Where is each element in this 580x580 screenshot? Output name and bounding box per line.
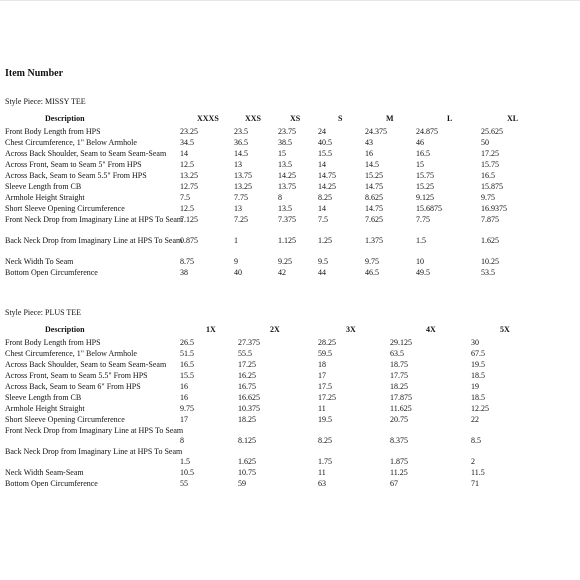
measurement-label: Across Back, Seam to Seam 6" From HPS xyxy=(5,382,141,391)
measurement-value: 16.5 xyxy=(481,171,495,180)
measurement-value: 44 xyxy=(318,268,326,277)
measurement-value: 50 xyxy=(481,138,489,147)
measurement-value: 7.375 xyxy=(278,215,296,224)
measurement-value: 18.5 xyxy=(471,393,485,402)
measurement-label: Across Front, Seam to Seam 5.5" From HPS xyxy=(5,371,148,380)
measurement-value: 55 xyxy=(180,479,188,488)
measurement-value: 23.5 xyxy=(234,127,248,136)
measurement-value: 36.5 xyxy=(234,138,248,147)
measurement-value: 15.25 xyxy=(416,182,434,191)
measurement-value: 14.75 xyxy=(318,171,336,180)
measurement-value: 7.75 xyxy=(416,215,430,224)
measurement-value: 1.75 xyxy=(318,457,332,466)
measurement-label: Neck Width Seam-Seam xyxy=(5,468,84,477)
measurement-value: 14 xyxy=(318,160,326,169)
measurement-value: 15 xyxy=(416,160,424,169)
measurement-value: 11 xyxy=(318,468,326,477)
measurement-value: 1.625 xyxy=(481,236,499,245)
measurement-value: 40 xyxy=(234,268,242,277)
measurement-value: 0.875 xyxy=(180,236,198,245)
measurement-value: 7.125 xyxy=(180,215,198,224)
measurement-value: 16 xyxy=(180,382,188,391)
measurement-value: 16 xyxy=(365,149,373,158)
measurement-value: 30 xyxy=(471,338,479,347)
measurement-label: Front Body Length from HPS xyxy=(5,127,101,136)
measurement-value: 2 xyxy=(471,457,475,466)
size-header-l: L xyxy=(447,114,453,123)
measurement-value: 26.5 xyxy=(180,338,194,347)
measurement-value: 1.875 xyxy=(390,457,408,466)
description-header: Description xyxy=(45,114,85,123)
measurement-value: 7.75 xyxy=(234,193,248,202)
size-header-s: S xyxy=(338,114,343,123)
measurement-value: 15.25 xyxy=(365,171,383,180)
measurement-value: 46.5 xyxy=(365,268,379,277)
measurement-value: 14.5 xyxy=(365,160,379,169)
measurement-value: 9 xyxy=(234,257,238,266)
measurement-value: 18 xyxy=(318,360,326,369)
measurement-value: 19 xyxy=(471,382,479,391)
measurement-value: 49.5 xyxy=(416,268,430,277)
measurement-value: 12.75 xyxy=(180,182,198,191)
measurement-value: 10 xyxy=(416,257,424,266)
measurement-value: 63.5 xyxy=(390,349,404,358)
measurement-value: 8.375 xyxy=(390,436,408,445)
measurement-value: 8 xyxy=(180,436,184,445)
size-header-xl: XL xyxy=(507,114,519,123)
missy-style-label: Style Piece: MISSY TEE xyxy=(5,97,86,106)
measurement-value: 1.25 xyxy=(318,236,332,245)
measurement-value: 9.75 xyxy=(180,404,194,413)
measurement-value: 23.25 xyxy=(180,127,198,136)
measurement-label: Sleeve Length from CB xyxy=(5,182,82,191)
measurement-value: 8.25 xyxy=(318,436,332,445)
measurement-value: 16.5 xyxy=(416,149,430,158)
measurement-value: 8.25 xyxy=(318,193,332,202)
measurement-label: Front Body Length from HPS xyxy=(5,338,101,347)
measurement-value: 7.875 xyxy=(481,215,499,224)
measurement-value: 17.5 xyxy=(318,382,332,391)
measurement-value: 9.125 xyxy=(416,193,434,202)
measurement-value: 17 xyxy=(318,371,326,380)
measurement-value: 27.375 xyxy=(238,338,260,347)
size-header-xxxs: XXXS xyxy=(197,114,219,123)
measurement-label: Across Back Shoulder, Seam to Seam Seam-Seam xyxy=(5,360,167,369)
measurement-value: 16.75 xyxy=(238,382,256,391)
measurement-value: 14.75 xyxy=(365,182,383,191)
measurement-value: 10.75 xyxy=(238,468,256,477)
measurement-value: 17 xyxy=(180,415,188,424)
measurement-value: 13 xyxy=(234,160,242,169)
top-divider xyxy=(0,0,580,1)
measurement-value: 18.25 xyxy=(390,382,408,391)
measurement-value: 15 xyxy=(278,149,286,158)
measurement-value: 11.25 xyxy=(390,468,408,477)
measurement-value: 42 xyxy=(278,268,286,277)
measurement-value: 10.5 xyxy=(180,468,194,477)
measurement-label: Armhole Height Straight xyxy=(5,193,85,202)
measurement-value: 17.875 xyxy=(390,393,412,402)
measurement-label: Front Neck Drop from Imaginary Line at HPS To Seam xyxy=(5,215,184,224)
measurement-value: 11.625 xyxy=(390,404,412,413)
size-header-4x: 4X xyxy=(426,325,436,334)
measurement-value: 10.25 xyxy=(481,257,499,266)
measurement-label: Chest Circumference, 1" Below Armhole xyxy=(5,349,137,358)
measurement-value: 18.25 xyxy=(238,415,256,424)
measurement-value: 9.75 xyxy=(365,257,379,266)
measurement-label: Bottom Open Circumference xyxy=(5,479,98,488)
measurement-value: 67 xyxy=(390,479,398,488)
measurement-value: 15.75 xyxy=(416,171,434,180)
measurement-value: 24.875 xyxy=(416,127,438,136)
measurement-value: 59 xyxy=(238,479,246,488)
measurement-value: 23.75 xyxy=(278,127,296,136)
measurement-value: 16 xyxy=(180,393,188,402)
size-header-5x: 5X xyxy=(500,325,510,334)
measurement-value: 14 xyxy=(180,149,188,158)
measurement-value: 7.5 xyxy=(180,193,190,202)
measurement-value: 16.625 xyxy=(238,393,260,402)
measurement-value: 8.5 xyxy=(471,436,481,445)
measurement-value: 15.75 xyxy=(481,160,499,169)
measurement-value: 46 xyxy=(416,138,424,147)
measurement-value: 10.375 xyxy=(238,404,260,413)
measurement-value: 7.5 xyxy=(318,215,328,224)
measurement-value: 55.5 xyxy=(238,349,252,358)
measurement-value: 20.75 xyxy=(390,415,408,424)
measurement-value: 9.25 xyxy=(278,257,292,266)
measurement-value: 14.25 xyxy=(318,182,336,191)
measurement-value: 38.5 xyxy=(278,138,292,147)
measurement-value: 53.5 xyxy=(481,268,495,277)
measurement-label: Across Back, Seam to Seam 5.5" From HPS xyxy=(5,171,147,180)
measurement-value: 17.75 xyxy=(390,371,408,380)
measurement-value: 17.25 xyxy=(318,393,336,402)
measurement-value: 12.25 xyxy=(471,404,489,413)
measurement-value: 19.5 xyxy=(318,415,332,424)
measurement-value: 13.5 xyxy=(278,160,292,169)
measurement-value: 17.25 xyxy=(481,149,499,158)
measurement-label: Across Back Shoulder, Seam to Seam Seam-Seam xyxy=(5,149,167,158)
measurement-value: 67.5 xyxy=(471,349,485,358)
measurement-label: Across Front, Seam to Seam 5" From HPS xyxy=(5,160,142,169)
size-header-m: M xyxy=(386,114,394,123)
measurement-value: 7.625 xyxy=(365,215,383,224)
measurement-value: 14 xyxy=(318,204,326,213)
measurement-value: 14.75 xyxy=(365,204,383,213)
measurement-value: 1.375 xyxy=(365,236,383,245)
measurement-value: 15.6875 xyxy=(416,204,442,213)
measurement-value: 13.75 xyxy=(278,182,296,191)
measurement-value: 43 xyxy=(365,138,373,147)
measurement-value: 17.25 xyxy=(238,360,256,369)
measurement-value: 40.5 xyxy=(318,138,332,147)
measurement-label: Sleeve Length from CB xyxy=(5,393,82,402)
measurement-value: 1.625 xyxy=(238,457,256,466)
measurement-value: 15.5 xyxy=(180,371,194,380)
measurement-value: 1.125 xyxy=(278,236,296,245)
measurement-value: 15.875 xyxy=(481,182,503,191)
measurement-value: 13.25 xyxy=(234,182,252,191)
measurement-value: 18.75 xyxy=(390,360,408,369)
measurement-value: 63 xyxy=(318,479,326,488)
size-header-xxs: XXS xyxy=(245,114,262,123)
measurement-value: 1.5 xyxy=(416,236,426,245)
measurement-value: 24 xyxy=(318,127,326,136)
measurement-value: 34.5 xyxy=(180,138,194,147)
measurement-value: 16.25 xyxy=(238,371,256,380)
measurement-value: 16.9375 xyxy=(481,204,507,213)
measurement-label: Chest Circumference, 1" Below Armhole xyxy=(5,138,137,147)
measurement-value: 59.5 xyxy=(318,349,332,358)
measurement-label: Bottom Open Circumference xyxy=(5,268,98,277)
measurement-value: 22 xyxy=(471,415,479,424)
measurement-value: 19.5 xyxy=(471,360,485,369)
measurement-value: 13 xyxy=(234,204,242,213)
measurement-value: 28.25 xyxy=(318,338,336,347)
size-header-2x: 2X xyxy=(270,325,280,334)
measurement-label: Short Sleeve Opening Circumference xyxy=(5,415,125,424)
measurement-value: 38 xyxy=(180,268,188,277)
description-header: Description xyxy=(45,325,85,334)
measurement-value: 12.5 xyxy=(180,160,194,169)
measurement-value: 13.75 xyxy=(234,171,252,180)
measurement-label: Back Neck Drop from Imaginary Line at HPS To Seam xyxy=(5,236,183,245)
measurement-label: Short Sleeve Opening Circumference xyxy=(5,204,125,213)
plus-style-label: Style Piece: PLUS TEE xyxy=(5,308,82,317)
measurement-label: Front Neck Drop from Imaginary Line at HPS To Seam xyxy=(5,426,184,435)
measurement-value: 1.5 xyxy=(180,457,190,466)
measurement-value: 71 xyxy=(471,479,479,488)
measurement-value: 24.375 xyxy=(365,127,387,136)
measurement-value: 1 xyxy=(234,236,238,245)
measurement-label: Neck Width To Seam xyxy=(5,257,74,266)
measurement-value: 14.25 xyxy=(278,171,296,180)
measurement-value: 13.5 xyxy=(278,204,292,213)
measurement-label: Back Neck Drop from Imaginary Line at HPS To Seam xyxy=(5,447,183,456)
measurement-value: 8.125 xyxy=(238,436,256,445)
measurement-value: 12.5 xyxy=(180,204,194,213)
measurement-value: 16.5 xyxy=(180,360,194,369)
measurement-value: 9.5 xyxy=(318,257,328,266)
measurement-value: 13.25 xyxy=(180,171,198,180)
page-title: Item Number xyxy=(5,68,64,79)
measurement-value: 25.625 xyxy=(481,127,503,136)
measurement-value: 8.75 xyxy=(180,257,194,266)
measurement-label: Armhole Height Straight xyxy=(5,404,85,413)
measurement-value: 14.5 xyxy=(234,149,248,158)
measurement-value: 8 xyxy=(278,193,282,202)
size-header-3x: 3X xyxy=(346,325,356,334)
measurement-value: 7.25 xyxy=(234,215,248,224)
measurement-value: 11.5 xyxy=(471,468,485,477)
size-header-1x: 1X xyxy=(206,325,216,334)
measurement-value: 29.125 xyxy=(390,338,412,347)
measurement-value: 15.5 xyxy=(318,149,332,158)
measurement-value: 11 xyxy=(318,404,326,413)
measurement-value: 9.75 xyxy=(481,193,495,202)
measurement-value: 18.5 xyxy=(471,371,485,380)
size-header-xs: XS xyxy=(290,114,301,123)
measurement-value: 8.625 xyxy=(365,193,383,202)
measurement-value: 51.5 xyxy=(180,349,194,358)
